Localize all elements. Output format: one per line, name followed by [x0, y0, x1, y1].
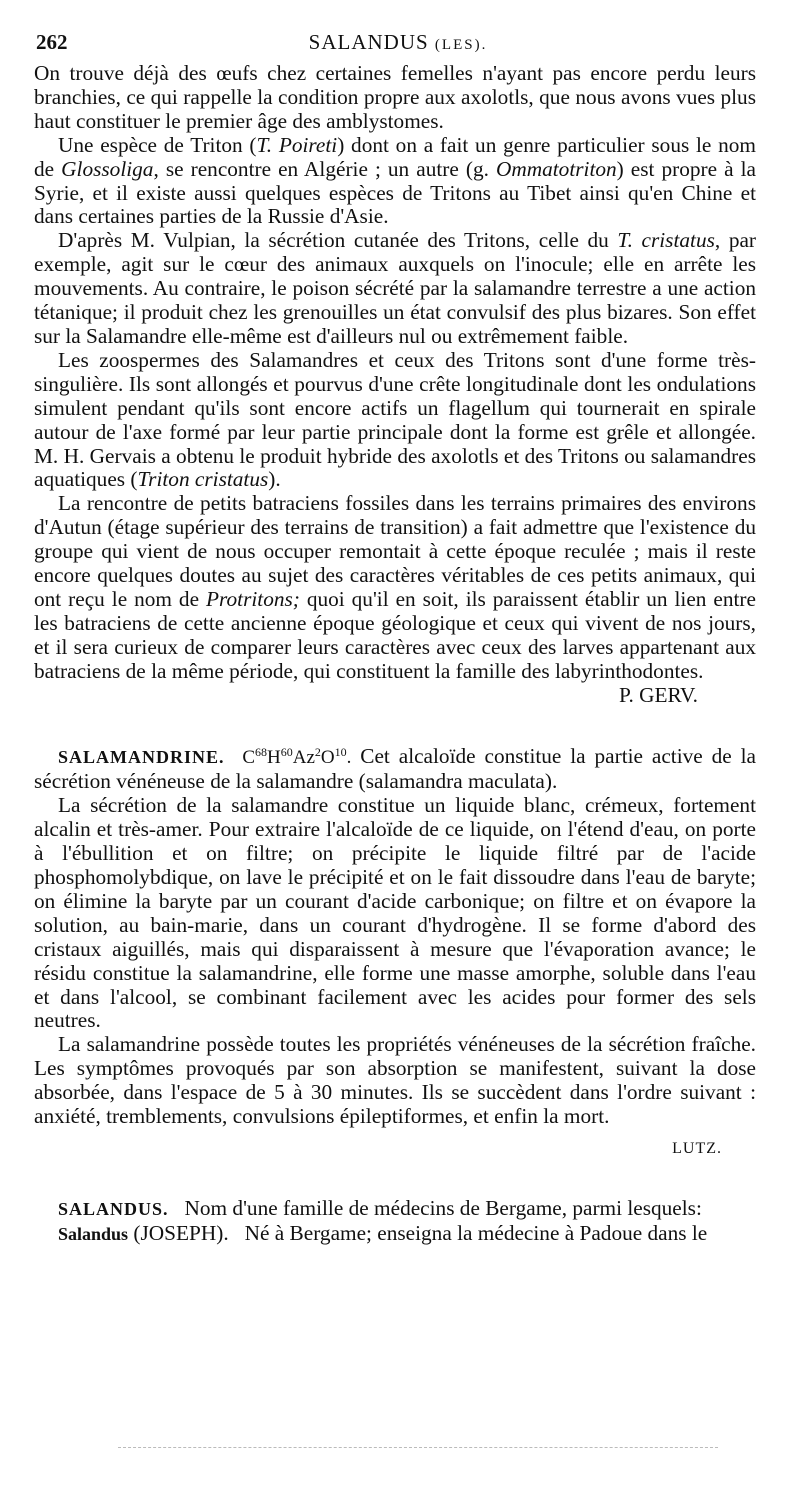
paragraph-vulpian: D'après M. Vulpian, la sécrétion cutanée des Tritons, celle du T. cristatus, par exemple, agit sur le cœur des animaux auxquels on l'inocule; elle en arrête les mouvements. Au contraire, le poison sécrété par la salamandre terrestre a une action tétanique; il produit chez les grenouilles un état convulsif des plus bizares. Son effet sur la Salamandre elle-même est d'ailleurs nul ou extrêmement faible.	[34, 228, 757, 348]
sub-name: (JOSEPH).	[128, 1220, 229, 1245]
taxon-name: Protritons;	[206, 586, 300, 611]
chemical-formula: $C^{68}H^{60}Az^2O^{10}$.	[242, 745, 352, 769]
taxon-name: T. Poireti	[256, 132, 338, 157]
taxon-name: Ommatotriton	[495, 156, 617, 181]
entry-salandus-joseph	[34, 1222, 756, 1247]
entry-headword: SALAMANDRINE.	[58, 747, 225, 768]
running-title-suffix: (LES).	[434, 37, 488, 53]
paragraph-triton-species: Une espèce de Triton (T. Poireti) dont on a fait un genre particulier sous le nom de Glossoliga, se rencontre en Algérie ; un autre (g. Ommatotriton) est propre à la Syrie, et il existe aussi quelques espèces de Tritons au Tibet ainsi qu'en Chine et dans certaines parties de la Russie d'Asie.	[34, 132, 757, 229]
paragraph-zoospermes: Les zoospermes des Salamandres et ceux des Tritons sont d'une forme très-singulière. Ils sont allongés et pourvus d'une crête longitudinale dont les ondulations simulent pendant qu'ils sont encore actifs un flagellum qui tournerait en spirale autour de l'axe formé par leur partie principale dont la forme est grêle et allongée. M. H. Gervais a obtenu le produit hybride des axolotls et des Tritons ou salamandres aquatiques (Triton cristatus).	[34, 347, 756, 492]
entry-intro: Cet alcaloïde constitue la partie active de la sécrétion vénéneuse de la salamandre (salamandra maculata).	[34, 744, 757, 794]
entry-salamandrine	[34, 745, 756, 794]
signature-gerv: P. GERV.	[619, 682, 698, 707]
paragraph-symptoms: La salamandrine possède toutes les propriétés vénéneuses de la sécrétion fraîche. Les symptômes provoqués par son absorption se manifestent, suivant la dose absorbée, dans l'espace de 5 à 30 minutes. Ils se succèdent dans l'ordre suivant : anxiété, tremblements, convulsions épileptiformes, et enfin la mort.	[34, 1032, 756, 1129]
paragraph-fossils: La rencontre de petits batraciens fossiles dans les terrains primaires des environs d'Autun (étage supérieur des terrains de transition) a fait admettre que l'existence du groupe qui vient de nous occuper remontait à cette époque reculée ; mais il reste encore quelques doutes au sujet des caractères véritables de ces petits animaux, qui ont reçu le nom de Protritons; quoi qu'il en soit, ils paraissent établir un lien entre les batraciens de cette ancienne époque géologique et ceux qui vivent de nos jours, et il sera curieux de comparer leurs caractères avec ceux des larves appartenant aux batraciens de la même période, qui constituent la famille des labyrinthodontes.	[34, 491, 756, 683]
signature-lutz: LUTZ.	[672, 1139, 722, 1157]
sub-headword: Salandus	[58, 1223, 129, 1244]
taxon-name: Triton cristatus	[137, 467, 269, 492]
running-title-main: SALANDUS	[308, 30, 429, 54]
sub-text: Né à Bergame; enseigna la médecine à Padoue dans le	[239, 1220, 708, 1245]
page-header	[36, 26, 760, 62]
entry-salandus	[34, 1197, 756, 1222]
page-number: 262	[36, 30, 68, 54]
running-title	[36, 30, 760, 55]
page-body	[34, 62, 756, 1247]
footer-rule	[118, 1447, 718, 1448]
entry-text: Nom d'une famille de médecins de Bergame, parmi lesquels:	[179, 1195, 702, 1220]
paragraph-extraction: La sécrétion de la salamandre constitue un liquide blanc, crémeux, fortement alcalin et très-amer. Pour extraire l'alcaloïde de ce liquide, on l'étend d'eau, on porte à l'ébullition et on filtre; on précipite le liquide filtré par de l'acide phosphomolybdique, on lave le précipité et on le fait dissoudre dans l'eau de baryte; on élimine la baryte par un courant d'acide carbonique; on filtre et on évapore la solution, au bain-marie, dans un courant d'hydrogène. Il se forme d'abord des cristaux aiguillés, mais qui disparaissent à mesure que l'évaporation avance; le résidu constitue la salamandrine, elle forme une masse amorphe, soluble dans l'eau et dans l'alcool, se combinant facilement avec les acides pour former des sels neutres.	[34, 793, 756, 1033]
taxon-name: T. cristatus	[617, 228, 715, 253]
taxon-name: Glossoliga	[61, 156, 154, 181]
paragraph-eggs: On trouve déjà des œufs chez certaines femelles n'ayant pas encore perdu leurs branchies, ce qui rappelle la condition propre aux axolotls, que nous avons vues plus haut constituer le premier âge des amblystomes.	[34, 61, 756, 133]
entry-headword: SALANDUS.	[58, 1198, 169, 1219]
